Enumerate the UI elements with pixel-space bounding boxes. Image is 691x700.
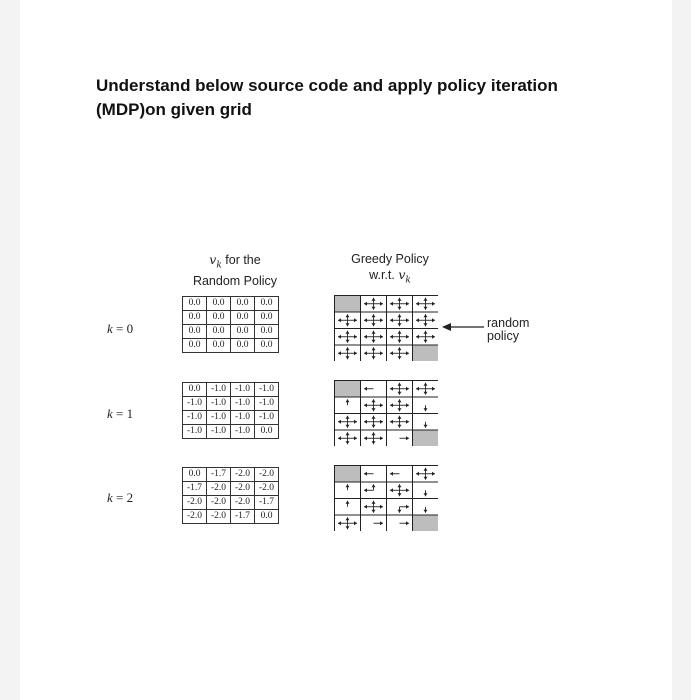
policy-cell (413, 482, 439, 499)
random-policy-arrow-icon (442, 322, 486, 332)
policy-cell (387, 466, 413, 483)
value-row (183, 482, 279, 496)
policy-cell (387, 381, 413, 398)
value-cell: -2.0 (207, 510, 231, 524)
policy-cell (413, 381, 439, 398)
value-cell: -1.0 (255, 397, 279, 411)
policy-cell (361, 345, 387, 361)
value-row (183, 496, 279, 510)
value-cell: -2.0 (231, 482, 255, 496)
policy-cell (361, 515, 387, 531)
policy-cell (413, 466, 439, 483)
policy-cell (335, 312, 361, 329)
value-cell: 0.0 (255, 425, 279, 439)
policy-cell (335, 499, 361, 516)
policy-cell (387, 296, 413, 313)
value-cell: -1.0 (255, 411, 279, 425)
value-cell: -1.0 (255, 383, 279, 397)
policy-header-line1: Greedy Policy (351, 252, 429, 266)
value-row (183, 468, 279, 482)
value-cell: -2.0 (207, 482, 231, 496)
random-policy-label: random policy (487, 316, 530, 343)
policy-header-prefix: w.r.t. (369, 268, 399, 282)
policy-header-sub: k (405, 275, 411, 286)
value-cell: -1.0 (207, 383, 231, 397)
value-cell: 0.0 (231, 311, 255, 325)
terminal-cell (413, 345, 439, 361)
value-cell: -1.0 (231, 411, 255, 425)
value-cell: -1.7 (231, 510, 255, 524)
k-label-1: k = 1 (107, 406, 134, 421)
policy-cell (361, 296, 387, 313)
policy-cell (361, 381, 387, 398)
policy-grid-k1 (334, 380, 438, 446)
value-cell: -1.7 (207, 468, 231, 482)
value-row (183, 311, 279, 325)
policy-cell (387, 329, 413, 346)
policy-grid-k2 (334, 465, 438, 531)
policy-cell (335, 482, 361, 499)
policy-cell (361, 430, 387, 446)
value-cell: 0.0 (207, 339, 231, 353)
values-column-header (170, 252, 300, 289)
policy-cell (413, 499, 439, 516)
policy-cell (387, 430, 413, 446)
policy-cell (413, 397, 439, 414)
value-table-k1 (182, 382, 279, 439)
value-cell: 0.0 (183, 383, 207, 397)
value-cell: 0.0 (231, 325, 255, 339)
policy-cell (361, 312, 387, 329)
policy-cell (361, 329, 387, 346)
policy-cell (387, 312, 413, 329)
value-cell: 0.0 (255, 510, 279, 524)
policy-cell (387, 397, 413, 414)
values-header-line2: Random Policy (192, 273, 278, 288)
terminal-cell (335, 296, 361, 313)
question-heading: Understand below source code and apply policy iteration (MDP)on given grid (96, 76, 558, 119)
terminal-cell (413, 515, 439, 531)
value-cell: -1.7 (183, 482, 207, 496)
value-cell: -1.0 (231, 397, 255, 411)
policy-cell (387, 499, 413, 516)
policy-cell (413, 312, 439, 329)
value-cell: -2.0 (231, 468, 255, 482)
value-cell: 0.0 (183, 325, 207, 339)
value-cell: 0.0 (207, 325, 231, 339)
value-table-k0 (182, 296, 279, 353)
values-header-symbol: v (209, 252, 217, 267)
policy-cell (361, 414, 387, 431)
policy-header-symbol: v (398, 267, 406, 282)
value-cell: -2.0 (183, 496, 207, 510)
value-cell: -1.0 (207, 411, 231, 425)
document-page (20, 0, 672, 700)
value-row (183, 297, 279, 311)
value-row (183, 425, 279, 439)
terminal-cell (335, 466, 361, 483)
value-cell: 0.0 (207, 311, 231, 325)
value-cell: -1.0 (207, 397, 231, 411)
value-cell: -2.0 (231, 496, 255, 510)
value-cell: 0.0 (231, 297, 255, 311)
policy-grid-k0 (334, 295, 438, 361)
value-cell: -2.0 (255, 482, 279, 496)
values-header-rest: for the (221, 253, 261, 267)
value-cell: 0.0 (255, 311, 279, 325)
policy-cell (335, 397, 361, 414)
value-row (183, 325, 279, 339)
value-cell: -1.0 (231, 383, 255, 397)
policy-cell (335, 329, 361, 346)
value-cell: 0.0 (231, 339, 255, 353)
policy-cell (413, 296, 439, 313)
policy-cell (361, 466, 387, 483)
policy-cell (335, 345, 361, 361)
value-cell: 0.0 (255, 325, 279, 339)
value-cell: -1.0 (231, 425, 255, 439)
policy-cell (361, 397, 387, 414)
value-row (183, 411, 279, 425)
value-cell: 0.0 (183, 468, 207, 482)
value-cell: 0.0 (255, 297, 279, 311)
policy-cell (361, 499, 387, 516)
value-cell: -1.7 (255, 496, 279, 510)
value-cell: -1.0 (183, 425, 207, 439)
value-row (183, 397, 279, 411)
policy-cell (413, 414, 439, 431)
value-cell: 0.0 (183, 297, 207, 311)
terminal-cell (335, 381, 361, 398)
value-row (183, 339, 279, 353)
value-cell: -1.0 (183, 397, 207, 411)
k-label-2: k = 2 (107, 490, 134, 505)
policy-cell (387, 345, 413, 361)
policy-cell (387, 482, 413, 499)
value-row (183, 383, 279, 397)
policy-cell (335, 414, 361, 431)
value-cell: -1.0 (207, 425, 231, 439)
policy-cell (387, 414, 413, 431)
value-cell: 0.0 (255, 339, 279, 353)
value-cell: -2.0 (183, 510, 207, 524)
policy-cell (413, 329, 439, 346)
value-cell: 0.0 (183, 311, 207, 325)
value-cell: 0.0 (183, 339, 207, 353)
policy-cell (335, 515, 361, 531)
value-cell: -2.0 (207, 496, 231, 510)
values-header-sub: k (216, 260, 222, 271)
value-cell: -1.0 (183, 411, 207, 425)
value-cell: -2.0 (255, 468, 279, 482)
policy-cell (387, 515, 413, 531)
value-cell: 0.0 (207, 297, 231, 311)
terminal-cell (413, 430, 439, 446)
value-table-k2 (182, 467, 279, 524)
policy-column-header (325, 252, 455, 289)
policy-cell (335, 430, 361, 446)
k-label-0: k = 0 (107, 321, 134, 336)
value-row (183, 510, 279, 524)
policy-cell (361, 482, 387, 499)
